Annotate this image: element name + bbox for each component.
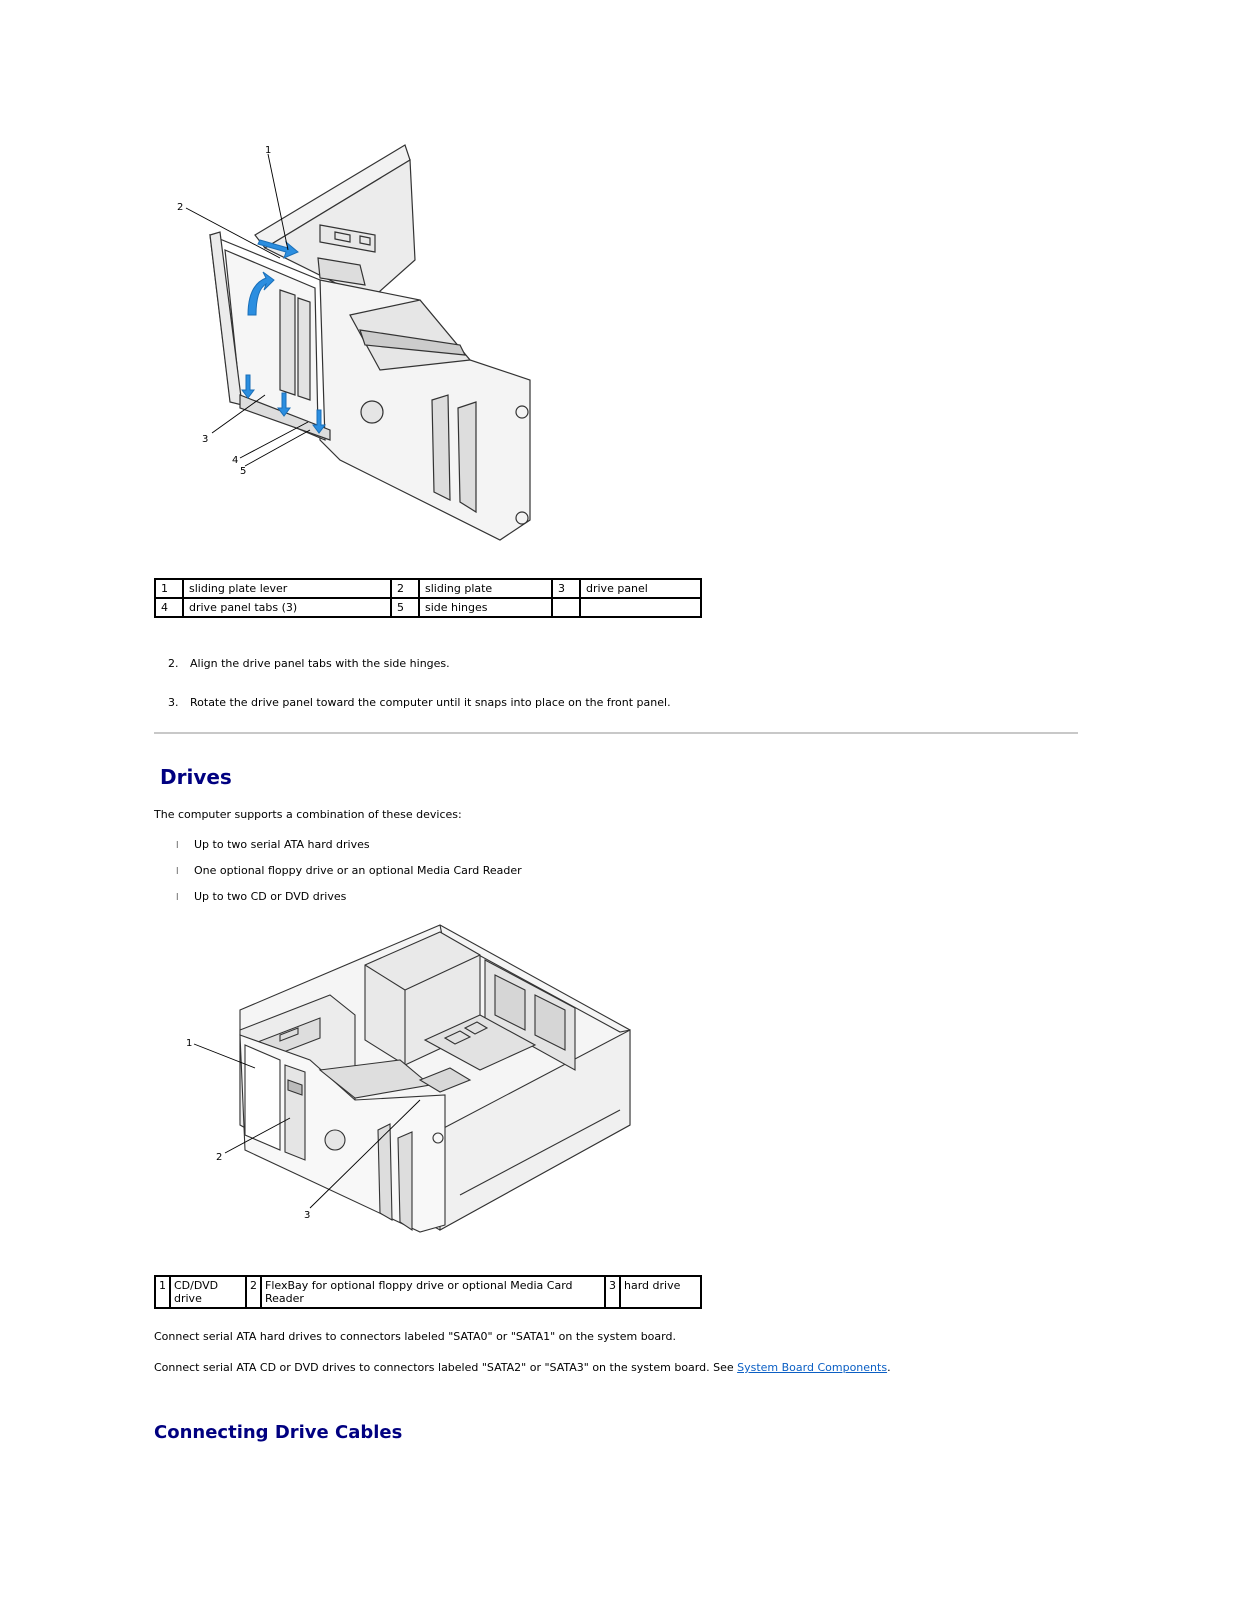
legend-number: 2 <box>246 1276 261 1308</box>
list-item <box>176 890 522 916</box>
section-divider <box>154 732 1078 734</box>
callout-5: 5 <box>240 466 247 477</box>
step-text: Align the drive panel tabs with the side hinges. <box>190 657 450 670</box>
callout-2: 2 <box>177 202 184 213</box>
legend-label: side hinges <box>419 598 552 617</box>
bullet-icon: l <box>176 867 179 877</box>
computer-drives-illustration <box>180 920 660 1260</box>
list-item-text: One optional floppy drive or an optional Media Card Reader <box>194 864 522 877</box>
connecting-drive-cables-heading: Connecting Drive Cables <box>154 1422 403 1443</box>
drives-intro: The computer supports a combination of these devices: <box>154 808 462 821</box>
legend-number: 3 <box>605 1276 620 1308</box>
legend-label: sliding plate <box>419 579 552 598</box>
table-row <box>155 579 701 598</box>
list-item-text: Up to two CD or DVD drives <box>194 890 347 903</box>
drives-legend-table <box>154 1275 702 1309</box>
legend-label <box>580 598 701 617</box>
callout-3: 3 <box>304 1210 311 1221</box>
drive-panel-illustration <box>170 140 550 550</box>
bullet-icon: l <box>176 893 179 903</box>
sata-hard-drive-note: Connect serial ATA hard drives to connectors labeled "SATA0" or "SATA1" on the system board. <box>154 1330 676 1343</box>
list-item <box>176 864 522 890</box>
sata-cd-text-end: . <box>887 1361 891 1374</box>
legend-number: 1 <box>155 579 183 598</box>
callout-4: 4 <box>232 455 239 466</box>
sata-cd-drive-note <box>154 1361 891 1374</box>
callout-1: 1 <box>265 145 272 156</box>
table-row <box>155 1276 701 1308</box>
callout-3: 3 <box>202 434 209 445</box>
drives-list <box>176 838 522 916</box>
drive-locations-figure <box>180 920 660 1260</box>
drives-heading: Drives <box>160 765 232 789</box>
list-item <box>176 838 522 864</box>
drive-panel-figure <box>170 140 550 550</box>
table-row <box>155 598 701 617</box>
drive-panel-legend-table <box>154 578 702 618</box>
legend-label: hard drive <box>620 1276 701 1308</box>
legend-label: drive panel tabs (3) <box>183 598 391 617</box>
sata-cd-text: Connect serial ATA CD or DVD drives to connectors labeled "SATA2" or "SATA3" on the system board. See <box>154 1361 738 1374</box>
list-item-text: Up to two serial ATA hard drives <box>194 838 370 851</box>
legend-label: sliding plate lever <box>183 579 391 598</box>
legend-number: 3 <box>552 579 580 598</box>
legend-label: CD/DVD drive <box>170 1276 246 1308</box>
step-item <box>168 657 450 670</box>
legend-number <box>552 598 580 617</box>
legend-label: FlexBay for optional floppy drive or optional Media Card Reader <box>261 1276 605 1308</box>
step-text: Rotate the drive panel toward the computer until it snaps into place on the front panel. <box>190 696 671 709</box>
system-board-components-link[interactable]: System Board Components <box>737 1361 888 1374</box>
legend-number: 2 <box>391 579 419 598</box>
bullet-icon: l <box>176 841 179 851</box>
legend-label: drive panel <box>580 579 701 598</box>
legend-number: 4 <box>155 598 183 617</box>
callout-1: 1 <box>186 1038 193 1049</box>
step-item <box>168 696 671 709</box>
legend-number: 1 <box>155 1276 170 1308</box>
callout-2: 2 <box>216 1152 223 1163</box>
legend-number: 5 <box>391 598 419 617</box>
step-number: 2. <box>168 657 179 670</box>
step-number: 3. <box>168 696 179 709</box>
